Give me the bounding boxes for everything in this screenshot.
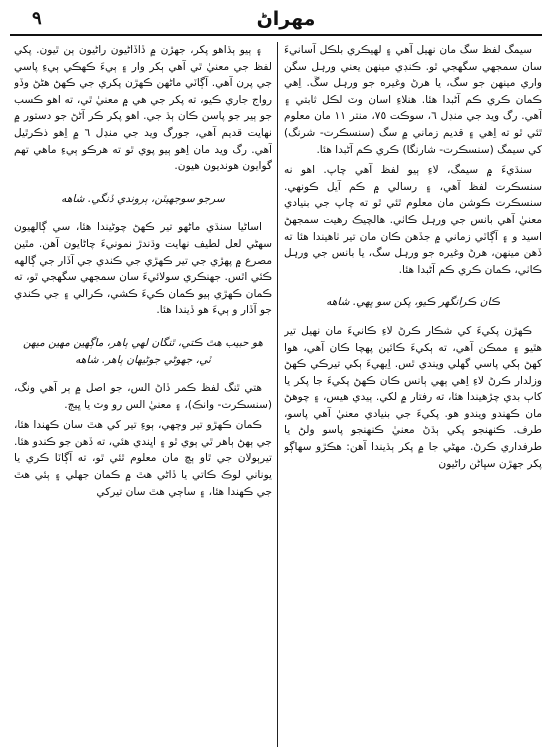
journal-title: مهراڻ	[256, 8, 316, 30]
spacer	[14, 323, 272, 331]
spacer	[14, 179, 272, 187]
spacer	[284, 282, 542, 290]
verse-quote: ڪان ڪرانگهر ڪيو، پکن سو ڀهي. شاهه	[326, 296, 500, 309]
spacer	[14, 372, 272, 380]
paragraph: سيمگ لفظ سگ مان نهيل آهي ۽ لهيڪري بلڪل آسانيءَ سان سمجهي سگهجي ٿو. ڪنڊي مينهن يعني ورہل سگن واري مينهن جو سگ، يا هرڻ وغيره جو ورہل سڱ. اِهي ڪمان ڪري ڪم آڻبدا هئا. هنلاءِ اسان وٽ لڪل ثابتي ۽ آهي. رگ ويد جي منڊل ٦، سوڪت ٧٥، منتر ١١ مان معلوم ٿئي ٿو ته اِهي ۽ قديم زماني ۾ سگ (سنسڪرت- شرنگ) کي سيمگ (سنسڪرت- شارنگا) ڪري ڪم آڻبدا هئا.	[284, 44, 542, 156]
paragraph: ڪهڙن پکيءَ کي شڪار ڪرڻ لاءِ ڪانيءَ مان نهيل تير هٿيو ۽ ممڪن آهي، ته ٻکيءَ ڪائين پهچا ڪان آهي، هوا کهڻ ٻکي پاسي گهلي ويندي ٿس. اِيهيءَ ٻکي تيرڪي ڪهڻ وزلدار ڪرڻ لاءِ اِهي ٻهي ٻانس ڪان ڪهڻ پکيءَ جا پکر يا کاٻ بدي چڙهيندا هئا، ته رفتار ۾ لکي. ٻيدي هيس، ۽ چوهڻ مان ڪهندو ويندو هو. پکيءَ جي بنيادي معنيٰ آهي پاسو، طرف. ڪنهنجو پکي ٻڌڻ معنيٰ ڪنهنجو پاسو ولڻ يا طرفداري ڪرڻ. مهڻي جا ۾ پکر ٻڌيندا آهن: هڪڙو سهاڳو پکر جهڙن سڀاڻن راڻيون	[284, 324, 542, 470]
column-divider	[277, 42, 278, 747]
paragraph: اساڻيا سنڌي ماڻهو تير ڪهڻ چوڻيندا هئا، سي ڳالهيون سهڻي لعل لطيف نهايت وڌندڙ نمونيءَ چاڻايون آهن. مٿين مصرع ۾ پهڙي جي تير ڪهڙي جي ڪندي جي آڏار جي ڳالهه ڪئي اٿس. جهنڪري سولائيءَ سان سمجهي سگهجي ٿو، ته ڪمان ڪهڙي ٻيو ڪمان ڪيءَ ڪشي، ڪرالي ۽ جي ڪندي جو آڏار و ٻيءَ هو ڏيندا هئا.	[14, 221, 272, 317]
left-column	[14, 42, 272, 747]
spacer	[284, 315, 542, 323]
paragraph: سنڌيءَ ۾ سيمگ، لاءِ ٻيو لفظ آهي چاپ. اهو نه سنسڪرت لفظ آهي، ۽ رسالي ۾ ڪم آيل ڪونهي. سنسڪرت ڪوشن مان معلوم ٿئي ٿو ته چاپ جي بنيادي معنيٰ آهي بانس جي ورہل ڪاٺي. هالچيڪ رهيت سمجهڻ اسيد و ۽ آڳاٽي زماني ۾ جڏهن ڪان مان تير ٺاهيندا هئا ته ڏهن مينهن، هرڻ وغيره جو ورہل سگ، يا بانس جي ورہل ڪاٺي، ڪمان ڪري ڪم آڻبدا هئا.	[284, 164, 542, 276]
paragraph: ۽ ٻيو ٻڌاهو پکر، جهڙن ۾ ڏاڏاڻيون راڻيون ٻن ٿيون. پکي لفظ جي معنيٰ ٿي آهي ٻکر وار ۽ ٻيءَ ڪهڪي ٻيءِ پاسي جي پرن آهي. آڳاٽي ماڻهن ڪهڙن پکري جي ڪهڻ هڻڻ وڏو رواج جاري ڪيو، ته پکر جي هي ۾ معنيٰ ٿي، ته اهو ڪسب جو ٻير جو پاسن ڪان ٻڌ جي. اهو پکر ڪر آڻڻ جو دستور ۾ نهايت قديم آهي، جورگ ويد جي منڊل ٦ ۾ اِهو ذڪرٿيل آهي. رگ ويد مان اِهو ٻيو پوي ٿو ته هرڪو ٻيءِ ماهي تهم گوايون هونديون هيون.	[14, 44, 272, 173]
right-column	[284, 42, 542, 747]
paragraph: ڪمان ڪهڙو تير وڄهي، ٻوءِ تير کي هٿ سان ڪهندا هئا، جي ٻهڻ ٻاهر ٿي ٻوي ٿو ۽ اڀندي هئي، ته ڏهن جو ڪندو هئا. تيرٻولان جي ٿاو ٻچ مان معلوم ٿئي ٿو، ته آڳاٽا ڪري يا يوناني لوڪ ڪاتي يا ڏاڻي هٿ ۾ ڪمان جهلي ۽ ٻئي هٿ جي ڪهندا هئا، ۽ ساڄي هٿ سان تيرکي	[14, 419, 272, 498]
paragraph: هتي ٿنگ لفظ ڪمر ڏاڻ الس، جو اصل ۾ ٻر آهي ونگ، (سنسڪرت- وانڪ)، ۽ معنيٰ الس رو وٽ يا ڀيڄ.	[14, 382, 272, 411]
page-number: ٩	[32, 8, 42, 29]
verse-quote: هو حبيب هٿ ڪتي، ٿنگان لهي ٻاهر، ماڳهين مهين ميهن ٽي، جهوڻي جوڻيهان ٻاهر. شاهه	[22, 336, 264, 366]
verse-quote: سرجو سوجهيٽن، ٻروندي ڏنگي. شاهه	[61, 192, 225, 205]
page-header	[10, 8, 542, 36]
spacer	[14, 211, 272, 219]
